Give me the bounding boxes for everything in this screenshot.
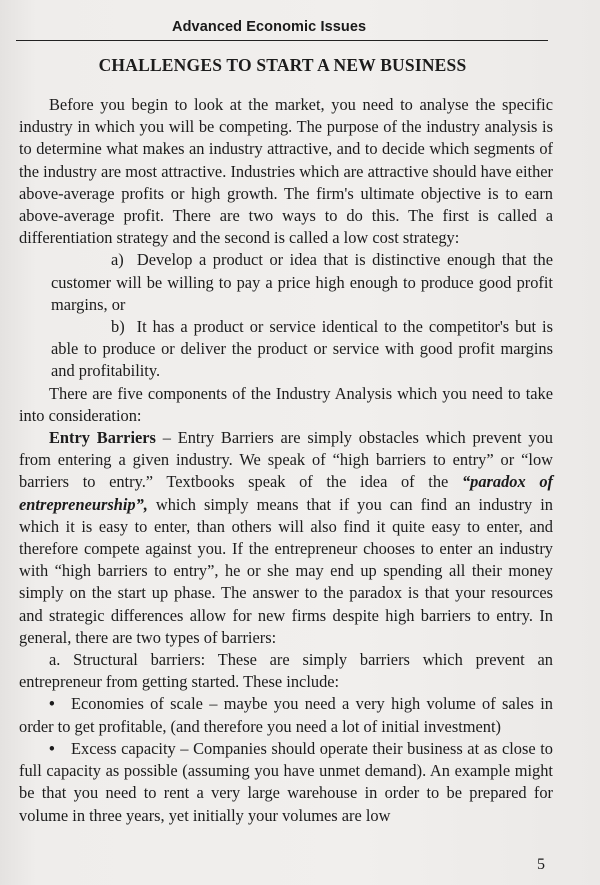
strategy-b-text: It has a product or service identical to the competitor's but is able to produce or deliver the product or service with good profit margins and profitability.	[51, 317, 553, 381]
bullet-dot: •	[49, 738, 55, 758]
header-rule	[16, 40, 548, 41]
chapter-title: CHALLENGES TO START A NEW BUSINESS	[98, 55, 467, 75]
bullet-item	[19, 738, 553, 827]
bullet-item	[19, 693, 553, 737]
structural-barriers-paragraph: a. Structural barriers: These are simply barriers which prevent an entrepreneur from getting started. These include:	[19, 650, 553, 692]
strategy-b-label: b)	[111, 317, 125, 337]
page-number: 5	[537, 856, 545, 873]
components-paragraph: There are five components of the Industry Analysis which you need to take into consideration:	[19, 383, 553, 425]
paradox-emphasis: “paradox of entrepreneurship”,	[19, 472, 553, 514]
entry-barriers-text-2: which simply means that if you can find an industry in which it is easy to enter, than others will also find it quite easy to enter, and therefore compete against you. If the entrepreneur chooses to enter an industry with “high barriers to entry”, he or she may end up spending all their money simply on the start up phase. The answer to the paradox is that your resources and strategic differences allow for new firms despite high barriers to entry. In general, there are two types of barriers:	[19, 494, 553, 647]
running-header: Advanced Economic Issues	[172, 19, 367, 35]
strategy-b	[19, 316, 553, 383]
bullet-text: Economies of scale – maybe you need a very high volume of sales in order to get profitable, (and therefore you need a lot of initial investment)	[19, 694, 553, 736]
strategy-a-label: a)	[111, 250, 124, 270]
entry-barriers-heading: Entry Barriers	[49, 428, 156, 448]
entry-barriers-text-1: – Entry Barriers are simply obstacles which prevent you from entering a given industry. We speak of “high barriers to entry” or “low barriers to entry.” Textbooks speak of the idea of the	[19, 428, 553, 492]
strategy-a	[19, 249, 553, 316]
intro-paragraph: Before you begin to look at the market, you need to analyse the specific industry in which you will be competing. The purpose of the industry analysis is to determine what makes an industry attractive, and to decide which segments of the industry are most attractive. Industries which are attractive should have either above-average profits or high growth. The firm's ultimate objective is to earn above-average profit. There are two ways to do this. The first is called a differentiation strategy and the second is called a low cost strategy:	[19, 95, 553, 248]
bullet-dot: •	[49, 694, 55, 714]
strategy-a-text: Develop a product or idea that is distinctive enough that the customer will be willing to pay a price high enough to produce good profit margins, or	[51, 250, 553, 314]
bullet-text: Excess capacity – Companies should operate their business at as close to full capacity as possible (assuming you have unmet demand). An example might be that you need to rent a very large warehouse in order to be prepared for volume in three years, yet initially your volumes are low	[19, 738, 553, 825]
body-text	[19, 94, 553, 827]
entry-barriers-paragraph	[19, 427, 553, 649]
